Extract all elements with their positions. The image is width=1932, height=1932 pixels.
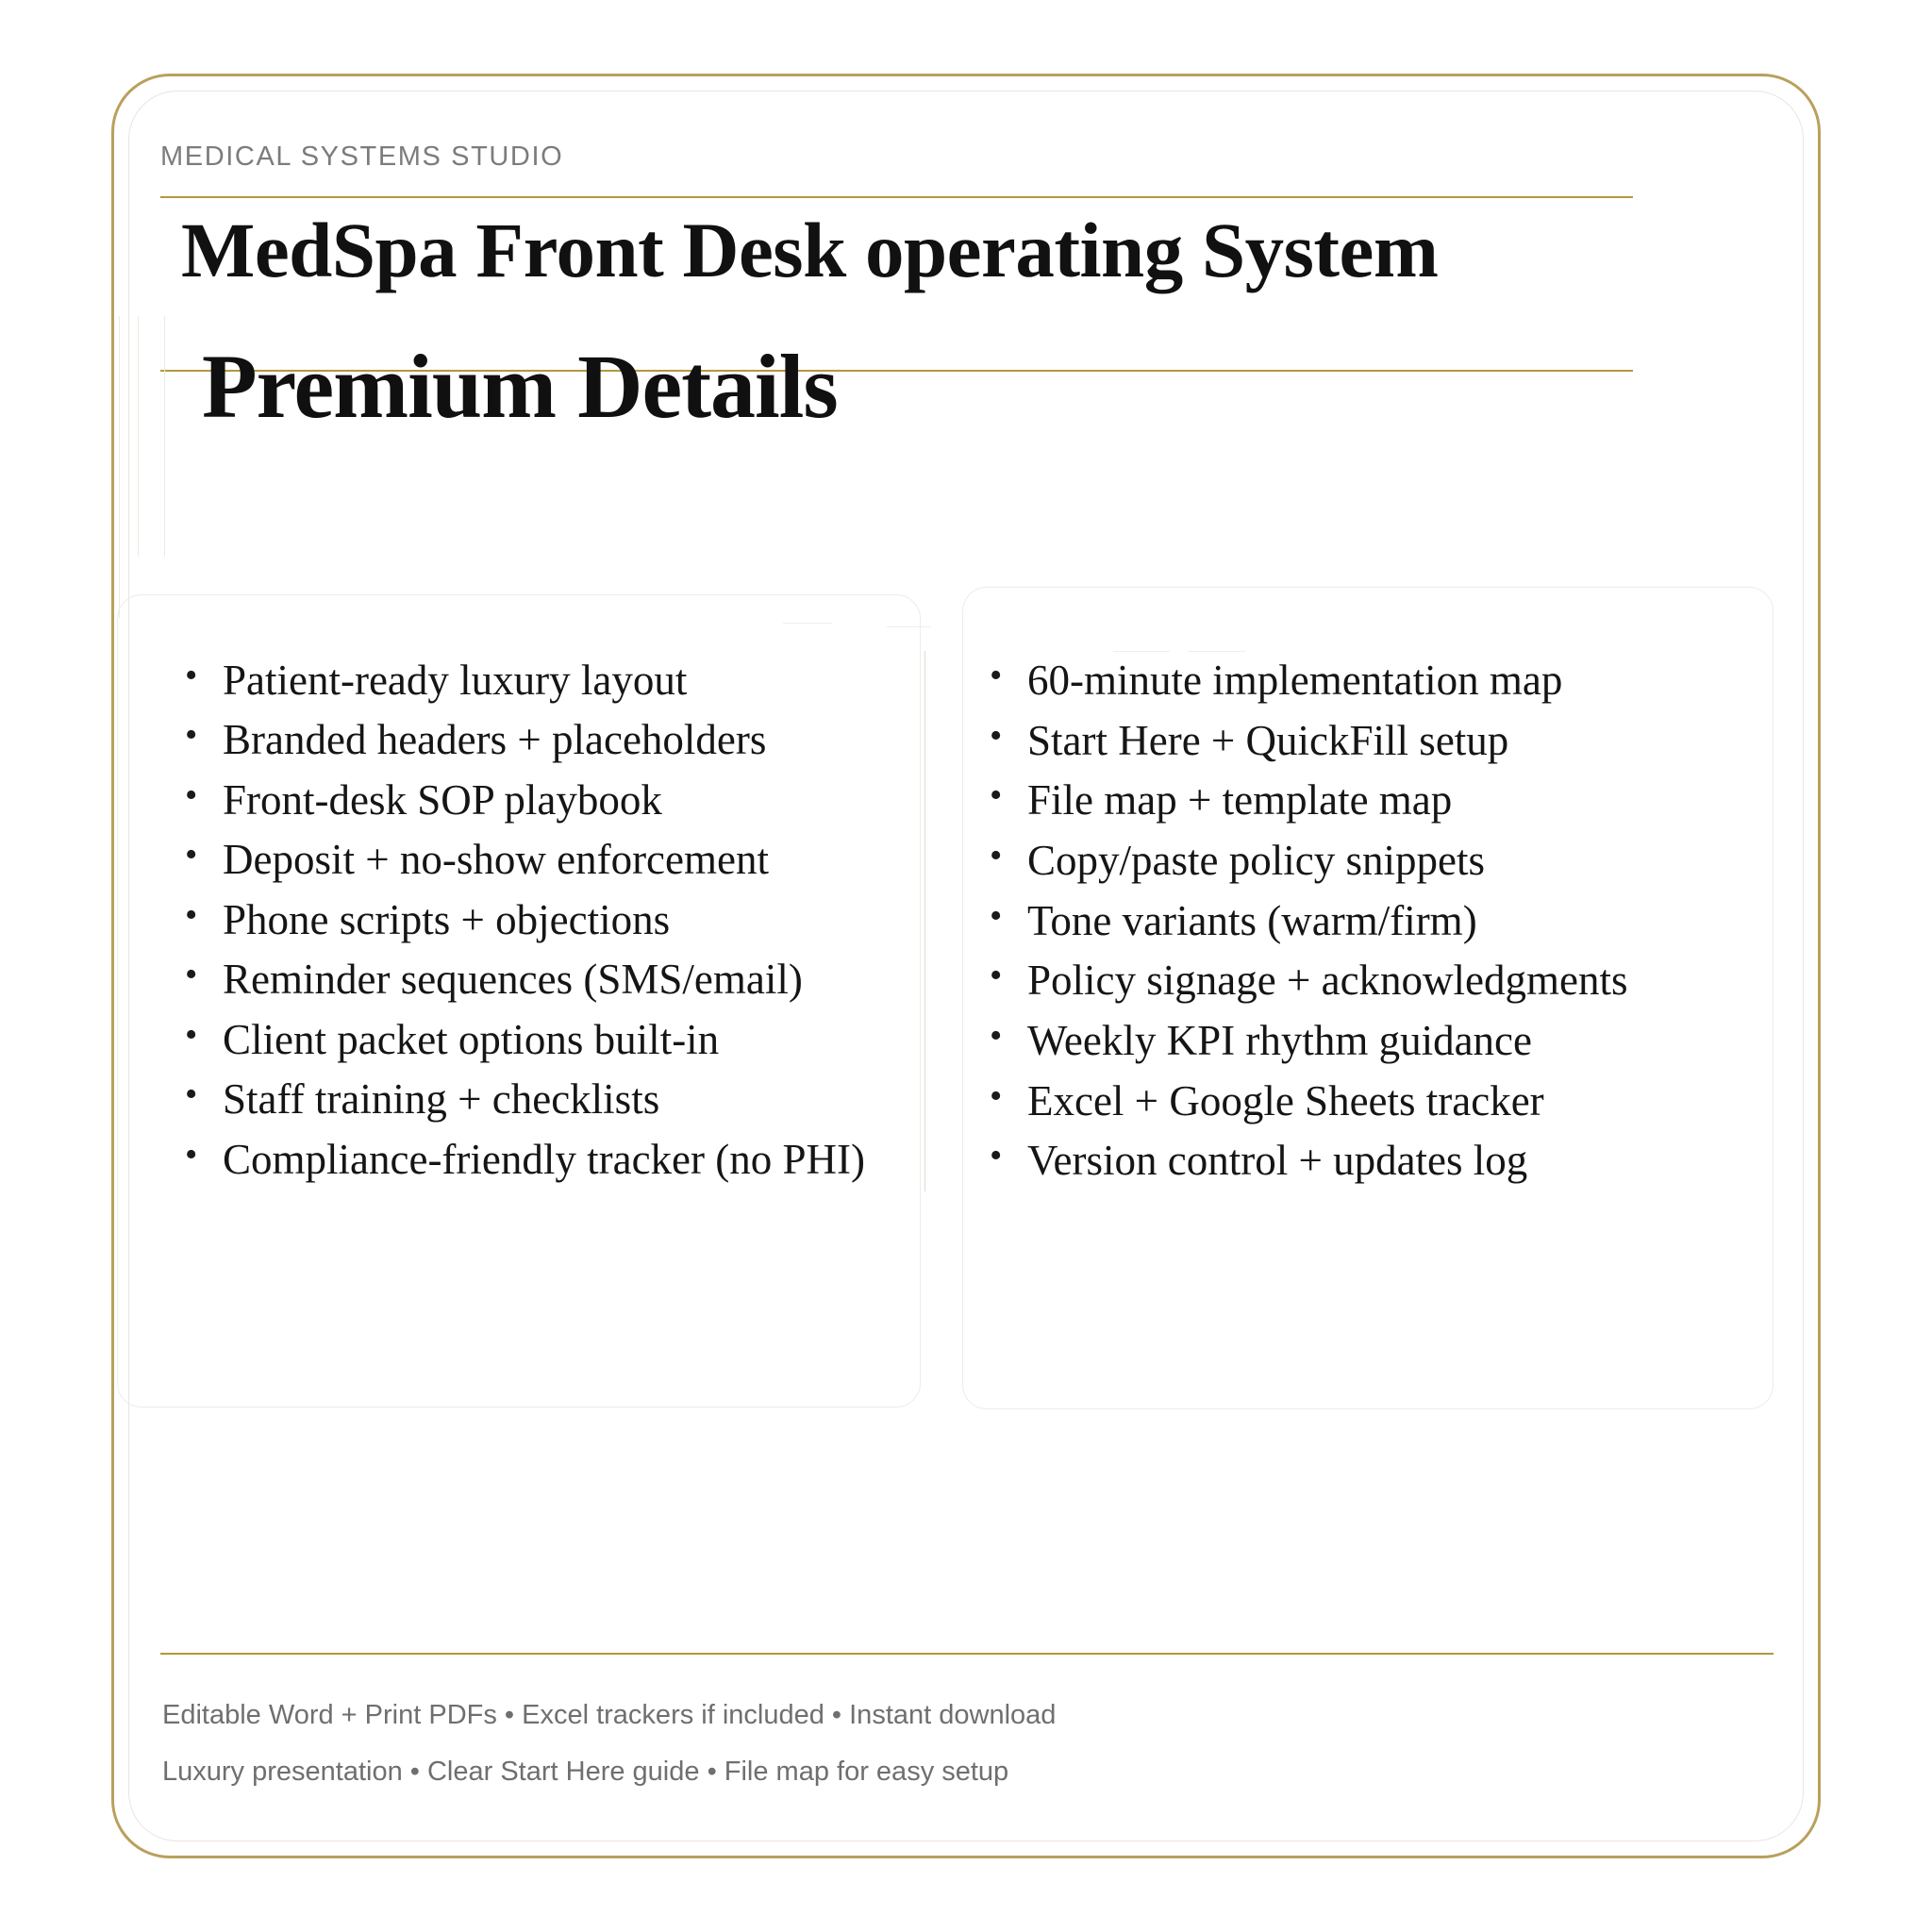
feature-list-left [177, 651, 924, 1190]
footer-line-2: Luxury presentation • Clear Start Here guide • File map for easy setup [162, 1757, 1009, 1787]
feature-column-right [924, 651, 1736, 1191]
ghost-line [887, 626, 930, 627]
list-item: • Client packet options built-in [177, 1010, 924, 1070]
list-item: • Branded headers + placeholders [177, 710, 924, 770]
feature-columns [160, 651, 1772, 1191]
feature-list-right [982, 651, 1736, 1191]
list-item: • Phone scripts + objections [177, 891, 924, 950]
page-content [160, 123, 1772, 1811]
list-item: • Weekly KPI rhythm guidance [982, 1011, 1736, 1072]
list-item: • Front-desk SOP playbook [177, 771, 924, 830]
list-item: • Deposit + no-show enforcement [177, 830, 924, 890]
list-item: • Excel + Google Sheets tracker [982, 1072, 1736, 1132]
list-item: • Tone variants (warm/firm) [982, 891, 1736, 952]
list-item: • Patient-ready luxury layout [177, 651, 924, 710]
section-heading: Premium Details [202, 336, 838, 437]
list-item: • Reminder sequences (SMS/email) [177, 950, 924, 1009]
list-item: • Staff training + checklists [177, 1070, 924, 1129]
list-item: • File map + template map [982, 771, 1736, 831]
feature-column-left [160, 651, 924, 1191]
footer-rule [160, 1653, 1774, 1655]
footer-line-1: Editable Word + Print PDFs • Excel trackers if included • Instant download [162, 1700, 1057, 1730]
list-item: • Compliance-friendly tracker (no PHI) [177, 1130, 924, 1190]
decorative-rail [138, 316, 139, 557]
decorative-rail [164, 316, 165, 557]
list-item: • Start Here + QuickFill setup [982, 711, 1736, 772]
brand-eyebrow: MEDICAL SYSTEMS STUDIO [160, 142, 564, 172]
list-item: • Policy signage + acknowledgments [982, 951, 1736, 1011]
decorative-rail [119, 316, 120, 618]
title-rule-top [160, 196, 1633, 198]
list-item: • 60-minute implementation map [982, 651, 1736, 711]
list-item: • Copy/paste policy snippets [982, 831, 1736, 891]
list-item: • Version control + updates log [982, 1131, 1736, 1191]
page-title: MedSpa Front Desk operating System [181, 207, 1439, 293]
ghost-line [783, 623, 832, 624]
